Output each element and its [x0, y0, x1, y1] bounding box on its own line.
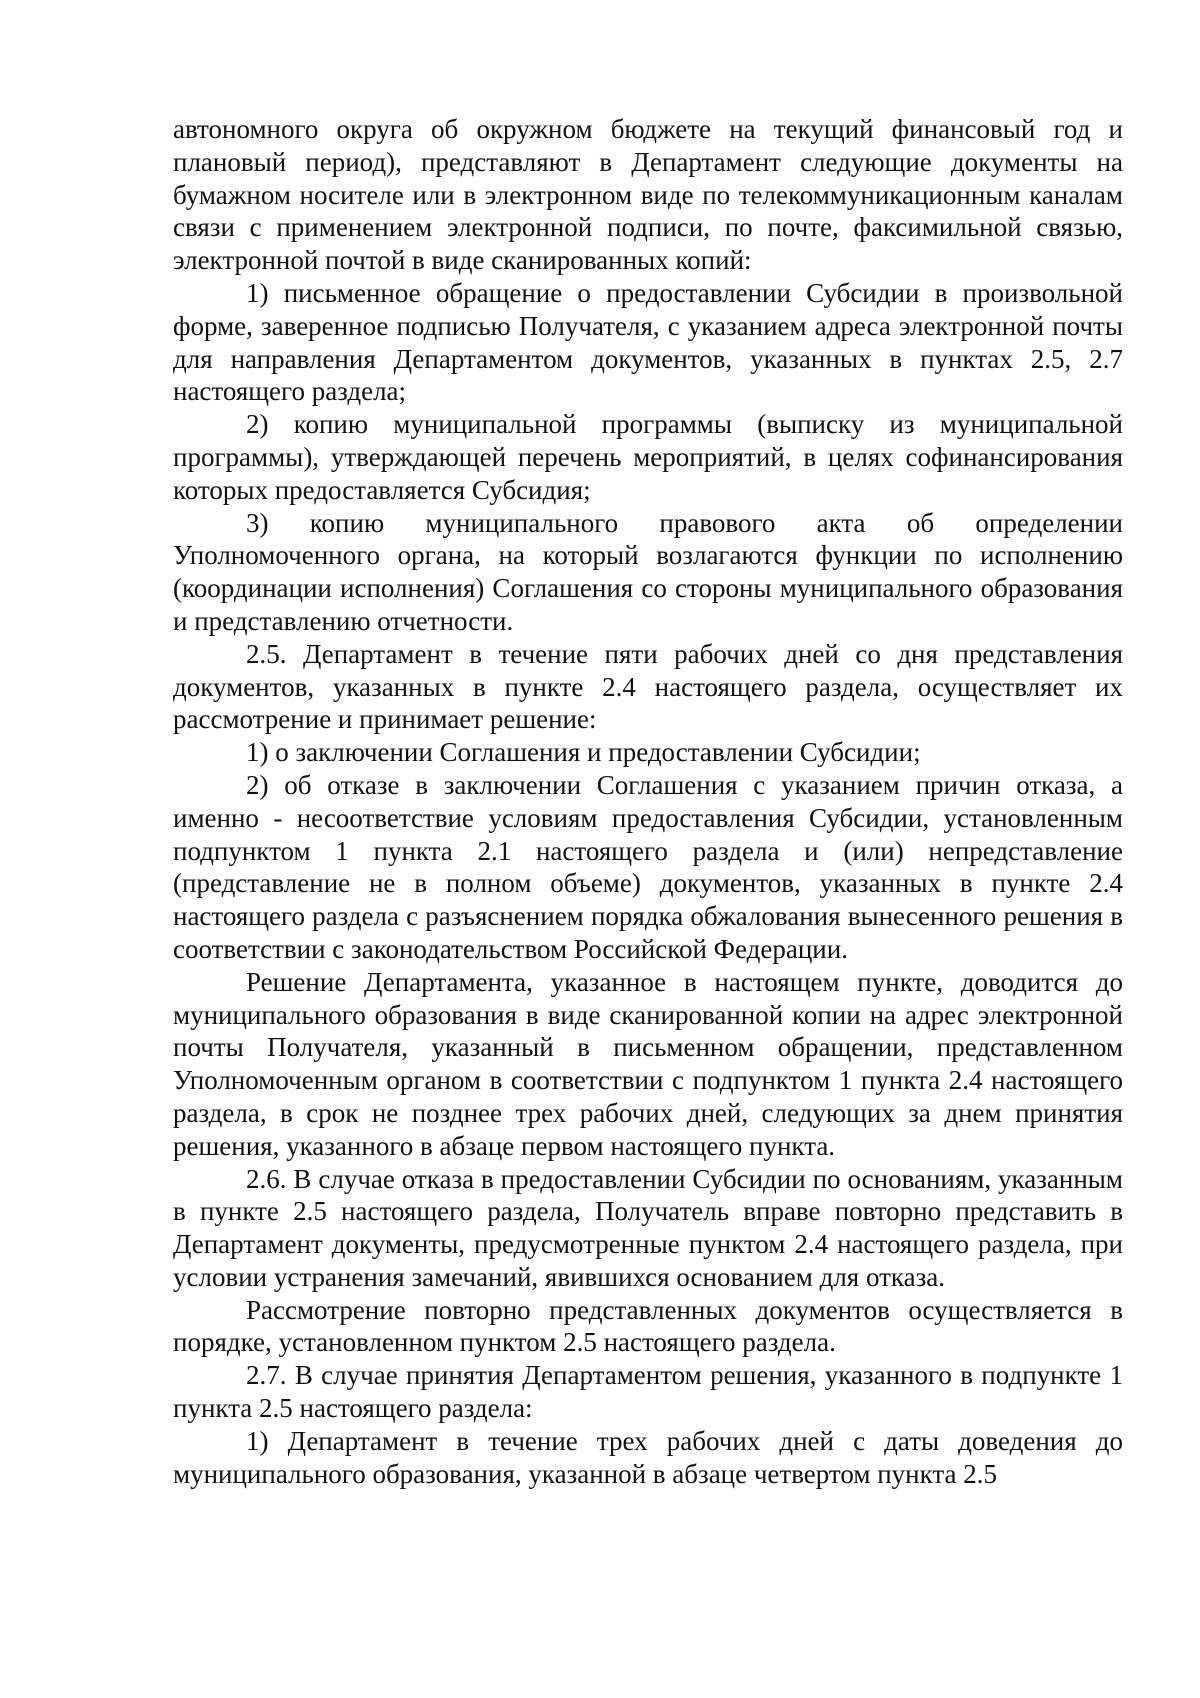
paragraph-decision-notice: Решение Департамента, указанное в настоящем пункте, доводится до муниципального образования в виде сканированной копии на адрес электронной почты Получателя, указанный в письменном обращении, представленном Уполномоченным органом в соответствии с подпунктом 1 пункта 2.4 настоящего раздела, в срок не позднее трех рабочих дней, следующих за днем принятия решения, указанного в абзаце первом настоящего пункта.	[173, 966, 1123, 1161]
paragraph-clause-2-7-item-1: 1) Департамент в течение трех рабочих дней с даты доведения до муниципального образования, указанной в абзаце четвертом пункта 2.5	[173, 1425, 1123, 1489]
paragraph-item-3: 3) копию муниципального правового акта об определении Уполномоченного органа, на который возлагаются функции по исполнению (координации исполнения) Соглашения со стороны муниципального образования и представлению отчетности.	[173, 507, 1123, 636]
paragraph-item-2: 2) копию муниципальной программы (выписку из муниципальной программы), утверждающей перечень мероприятий, в целях софинансирования которых предоставляется Субсидия;	[173, 409, 1123, 505]
paragraph-clause-2-5-item-2: 2) об отказе в заключении Соглашения с указанием причин отказа, а именно - несоответствие условиям предоставления Субсидии, установленным подпунктом 1 пункта 2.1 настоящего раздела и (или) непредставление (представление не в полном объеме) документов, указанных в пункте 2.4 настоящего раздела с разъяснением порядка обжалования вынесенного решения в соответствии с законодательством Российской Федерации.	[173, 769, 1123, 964]
paragraph-clause-2-5-item-1: 1) о заключении Соглашения и предоставлении Субсидии;	[246, 737, 921, 768]
paragraph-continuation: автономного округа об окружном бюджете на текущий финансовый год и плановый период), представляют в Департамент следующие документы на бумажном носителе или в электронном виде по телекоммуникационным каналам связи с применением электронной подписи, по почте, факсимильной связью, электронной почтой в виде сканированных копий:	[173, 114, 1123, 276]
paragraph-clause-2-5: 2.5. Департамент в течение пяти рабочих дней со дня представления документов, указанных в пункте 2.4 настоящего раздела, осуществляет их рассмотрение и принимает решение:	[173, 638, 1123, 735]
document-page	[173, 113, 1123, 1490]
paragraph-item-1: 1) письменное обращение о предоставлении Субсидии в произвольной форме, заверенное подписью Получателя, с указанием адреса электронной почты для направления Департаментом документов, указанных в пунктах 2.5, 2.7 настоящего раздела;	[173, 277, 1123, 407]
paragraph-clause-2-7: 2.7. В случае принятия Департаментом решения, указанного в подпункте 1 пункта 2.5 настоящего раздела:	[173, 1360, 1123, 1424]
paragraph-resubmission: Рассмотрение повторно представленных документов осуществляется в порядке, установленном пунктом 2.5 настоящего раздела.	[173, 1294, 1123, 1358]
paragraph-clause-2-6: 2.6. В случае отказа в предоставлении Субсидии по основаниям, указанным в пункте 2.5 настоящего раздела, Получатель вправе повторно представить в Департамент документы, предусмотренные пунктом 2.4 настоящего раздела, при условии устранения замечаний, явившихся основанием для отказа.	[173, 1163, 1123, 1292]
